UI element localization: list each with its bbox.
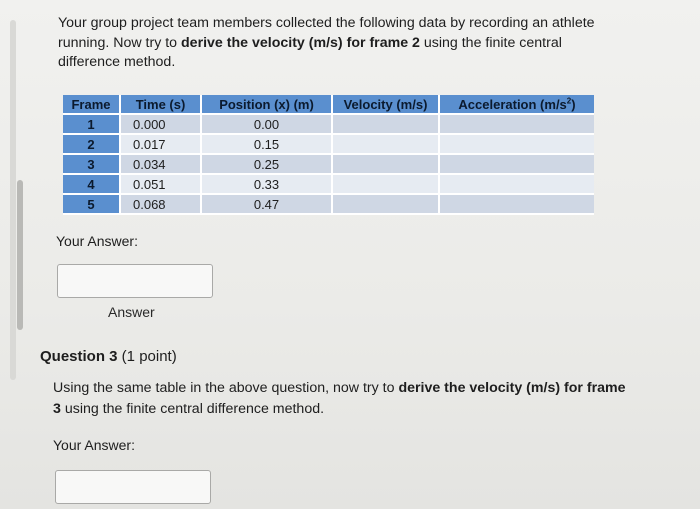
answer-input-q3[interactable] bbox=[55, 470, 211, 504]
cell-frame: 4 bbox=[63, 174, 120, 194]
cell-velocity bbox=[332, 154, 439, 174]
cell-position: 0.33 bbox=[201, 174, 332, 194]
header-frame: Frame bbox=[63, 95, 120, 114]
cell-acceleration bbox=[439, 194, 594, 214]
question-3-text bbox=[53, 378, 633, 420]
cell-position: 0.15 bbox=[201, 134, 332, 154]
cell-frame: 2 bbox=[63, 134, 120, 154]
answer-button[interactable]: Answer bbox=[108, 304, 155, 320]
question-2-text bbox=[58, 14, 618, 73]
table-row bbox=[63, 114, 594, 134]
your-answer-label: Your Answer: bbox=[56, 233, 138, 249]
cell-time: 0.000 bbox=[120, 114, 201, 134]
cell-acceleration bbox=[439, 134, 594, 154]
cell-time: 0.034 bbox=[120, 154, 201, 174]
your-answer-label-q3: Your Answer: bbox=[53, 437, 135, 453]
data-table bbox=[63, 95, 594, 215]
answer-input[interactable] bbox=[57, 264, 213, 298]
question-2-text-bold: derive the velocity (m/s) for frame 2 bbox=[181, 34, 420, 51]
table-row bbox=[63, 154, 594, 174]
header-position: Position (x) (m) bbox=[201, 95, 332, 114]
header-velocity: Velocity (m/s) bbox=[332, 95, 439, 114]
cell-frame: 5 bbox=[63, 194, 120, 214]
cell-acceleration bbox=[439, 174, 594, 194]
question-3-text-part2: using the finite central difference method. bbox=[60, 401, 325, 417]
question-2-text-part2: using the finite central difference method. bbox=[58, 34, 562, 70]
cell-velocity bbox=[332, 194, 439, 214]
question-3-points: (1 point) bbox=[117, 348, 177, 365]
header-acceleration-close: ) bbox=[571, 96, 576, 112]
question-3-heading bbox=[40, 348, 177, 365]
scrollbar-track[interactable] bbox=[10, 20, 16, 380]
cell-frame: 1 bbox=[63, 114, 120, 134]
question-3-text-bold: derive the velocity (m/s) for frame 3 bbox=[53, 380, 626, 417]
cell-frame: 3 bbox=[63, 154, 120, 174]
header-acceleration-sup: 2 bbox=[566, 96, 572, 106]
cell-velocity bbox=[332, 134, 439, 154]
cell-velocity bbox=[332, 114, 439, 134]
cell-time: 0.068 bbox=[120, 194, 201, 214]
question-3-text-part1: Using the same table in the above question, now try to bbox=[53, 380, 399, 396]
table-row bbox=[63, 194, 594, 214]
header-acceleration bbox=[439, 95, 594, 114]
question-2-text-part1: Your group project team members collected the following data by recording an athlete running. Now try to bbox=[58, 15, 595, 51]
scrollbar-thumb[interactable] bbox=[17, 180, 23, 330]
table-header-row bbox=[63, 95, 594, 114]
cell-position: 0.47 bbox=[201, 194, 332, 214]
cell-position: 0.00 bbox=[201, 114, 332, 134]
cell-position: 0.25 bbox=[201, 154, 332, 174]
table-row bbox=[63, 134, 594, 154]
cell-time: 0.051 bbox=[120, 174, 201, 194]
cell-acceleration bbox=[439, 154, 594, 174]
header-time: Time (s) bbox=[120, 95, 201, 114]
cell-acceleration bbox=[439, 114, 594, 134]
table-row bbox=[63, 174, 594, 194]
header-acceleration-label: Acceleration (m/s bbox=[458, 96, 567, 112]
cell-time: 0.017 bbox=[120, 134, 201, 154]
cell-velocity bbox=[332, 174, 439, 194]
question-3-title: Question 3 bbox=[40, 348, 118, 365]
